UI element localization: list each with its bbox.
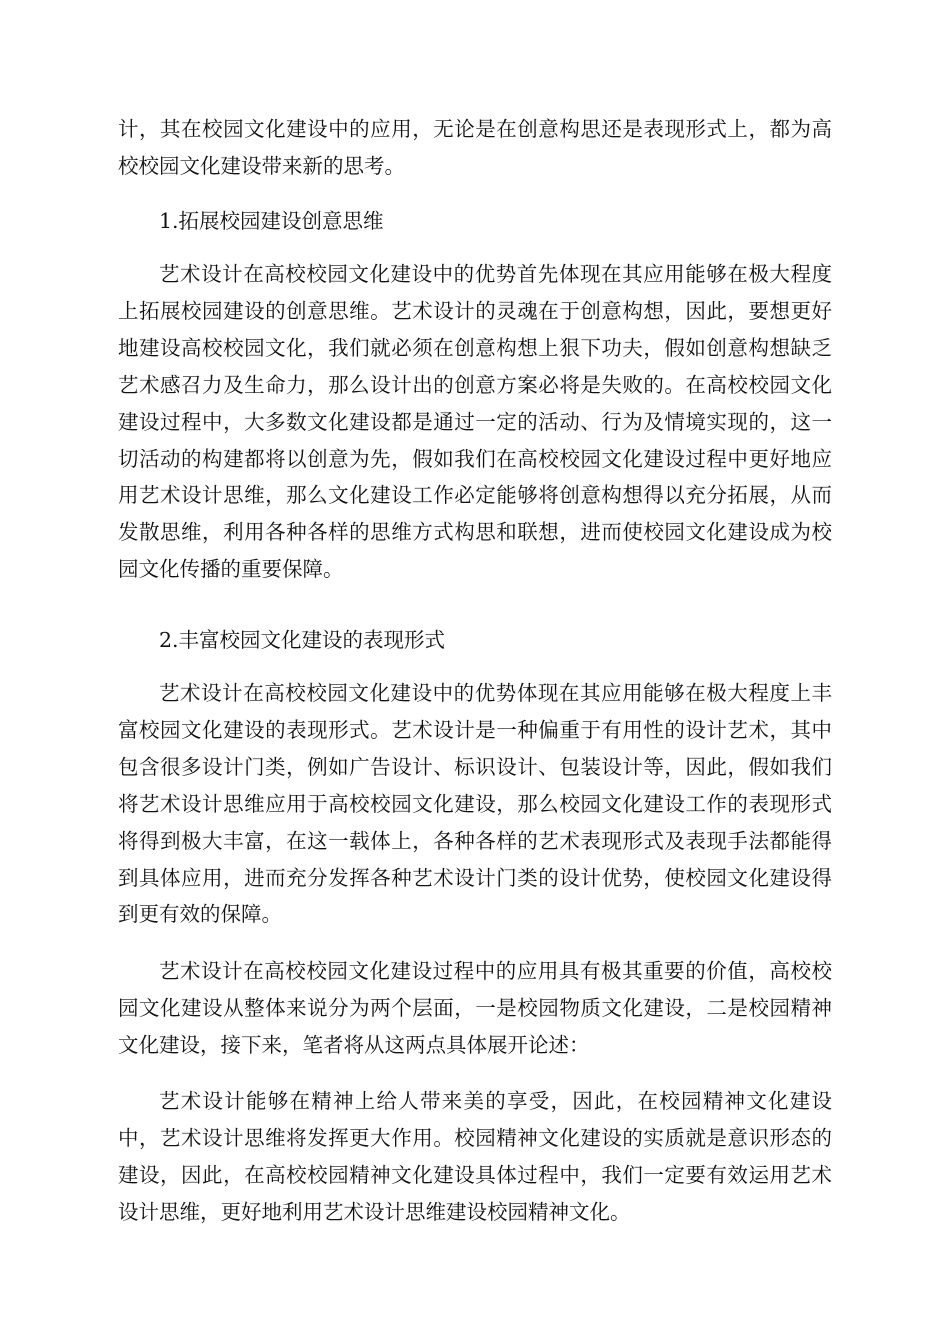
paragraph-1: 艺术设计在高校校园文化建设中的优势首先体现在其应用能够在极大程度上拓展校园建设的创意思维。艺术设计的灵魂在于创意构想，因此，要想更好地建设高校校园文化，我们就必须在创意构想上狠下功夫，假如创意构想缺乏艺术感召力及生命力，那么设计出的创意方案必将是失败的。在高校校园文化建设过程中，大多数文化建设都是通过一定的活动、行为及情境实现的，这一切活动的构建都将以创意为先，假如我们在高校校园文化建设过程中更好地应用艺术设计思维，那么文化建设工作必定能够将创意构想得以充分拓展，从而发散思维，利用各种各样的思维方式构思和联想，进而使校园文化建设成为校园文化传播的重要保障。 — [118, 262, 832, 582]
section-heading-1: 1.拓展校园建设创意思维 — [159, 209, 384, 233]
paragraph-4: 艺术设计能够在精神上给人带来美的享受，因此，在校园精神文化建设中，艺术设计思维将发挥更大作用。校园精神文化建设的实质就是意识形态的建设，因此，在高校校园精神文化建设具体过程中，我们一定要有效运用艺术设计思维，更好地利用艺术设计思维建设校园精神文化。 — [118, 1089, 832, 1224]
paragraph-3: 艺术设计在高校校园文化建设过程中的应用具有极其重要的价值，高校校园文化建设从整体来说分为两个层面，一是校园物质文化建设，二是校园精神文化建设，接下来，笔者将从这两点具体展开论述： — [118, 959, 832, 1057]
paragraph-2: 艺术设计在高校校园文化建设中的优势体现在其应用能够在极大程度上丰富校园文化建设的表现形式。艺术设计是一种偏重于有用性的设计艺术，其中包含很多设计门类，例如广告设计、标识设计、包装设计等，因此，假如我们将艺术设计思维应用于高校校园文化建设，那么校园文化建设工作的表现形式将得到极大丰富，在这一载体上，各种各样的艺术表现形式及表现手法都能得到具体应用，进而充分发挥各种艺术设计门类的设计优势，使校园文化建设得到更有效的保障。 — [118, 681, 832, 927]
paragraph-intro-continued: 计，其在校园文化建设中的应用，无论是在创意构思还是表现形式上，都为高校校园文化建设带来新的思考。 — [118, 117, 832, 178]
section-heading-2: 2.丰富校园文化建设的表现形式 — [159, 628, 446, 652]
document-page — [118, 0, 832, 1344]
